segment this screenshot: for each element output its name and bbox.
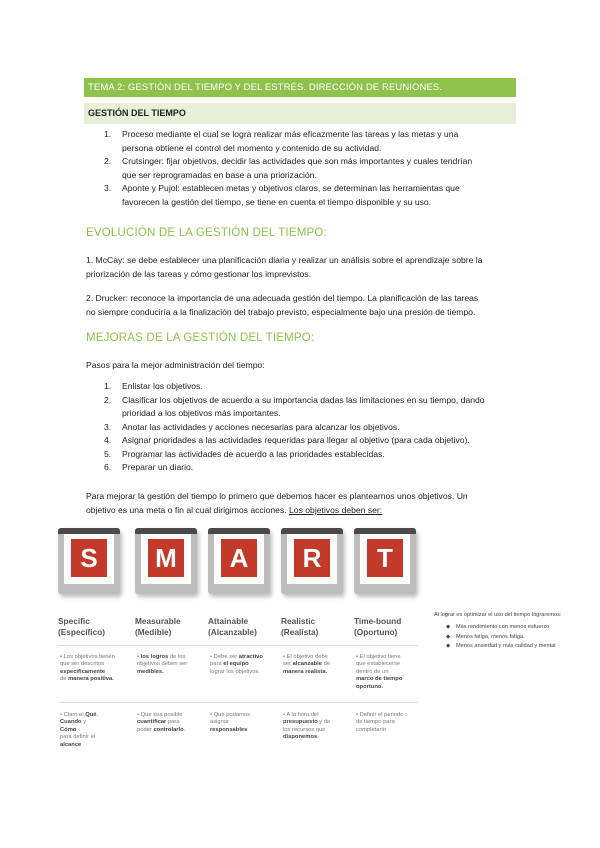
list-item-text: favorecen la gestión del tiempo, se tiene en cuenta el tiempo disponible y su uso. — [122, 196, 432, 207]
smart-letter: M — [148, 539, 184, 577]
side-note-item-text: Menos ansiedad y más calidad y mental — [456, 643, 556, 649]
smart-heading-es: (Específico) — [58, 627, 106, 637]
list-number: 2. — [104, 156, 112, 166]
list-item — [104, 448, 485, 462]
text-run: A la hora del — [286, 712, 319, 718]
smart-description — [210, 712, 274, 734]
text-run: de — [60, 676, 69, 683]
smart-heading-en: Attainable — [208, 616, 249, 626]
smart-heading-en: Time-bound — [354, 616, 402, 626]
text-run: . — [183, 726, 186, 733]
smart-description-line — [210, 669, 274, 676]
list-number: 1. — [104, 129, 112, 139]
smart-description-line: • los logros de los — [137, 654, 186, 660]
smart-description-line: • Que sea posible — [137, 712, 183, 718]
text-run: medibles. — [137, 668, 164, 675]
list-item-text: Proceso mediante el cual se logra realizar más eficazmente las tareas y las metas y una — [122, 129, 459, 139]
list-item — [104, 434, 485, 448]
text-run: Debe ser — [213, 654, 239, 660]
list-item-text: Preparar un diario. — [122, 462, 194, 472]
smart-description-line — [60, 661, 124, 668]
list-number: 6. — [104, 462, 112, 472]
text-run: los recursos que — [283, 726, 326, 733]
text-line: Para mejorar la gestión del tiempo lo primero que debemos hacer es plantearnos unos objetivos. Un — [86, 491, 468, 501]
smart-description-line — [283, 727, 347, 734]
list-item-text: persona obtiene el control del momento y contenido de su actividad. — [122, 142, 382, 153]
list-item-text: Crutsinger: fijar objetivos, decidir las actividades que son más importantes y cuales tendrían — [122, 156, 473, 166]
side-note — [434, 611, 600, 652]
bullet-icon: ◆ — [446, 633, 451, 640]
smart-description-line — [60, 727, 124, 734]
smart-card-t — [354, 528, 416, 594]
text-run: Los objetivos tienen — [63, 654, 115, 660]
side-note-list — [446, 623, 600, 652]
text-run: manera positiva. — [68, 676, 114, 683]
list-item-text: que ser reprogramadas en base a una priorización. — [122, 169, 317, 180]
smart-description — [283, 712, 347, 742]
text-run: Claro el — [63, 712, 86, 718]
smart-heading-es: (Realista) — [281, 627, 319, 637]
evolution-heading: EVOLUCIÓN DE LA GESTIÓN DEL TIEMPO: — [86, 227, 327, 239]
smart-heading — [281, 616, 351, 638]
text-run: responsables — [210, 726, 248, 733]
list-item — [104, 182, 472, 209]
underlined-text: Los objetivos deben ser: — [289, 505, 383, 515]
text-run: Cuando — [60, 719, 82, 726]
smart-description-line: • El objetivo tiene — [356, 654, 401, 660]
smart-description-line: • Debe ser atractivo — [210, 654, 263, 660]
text-run: Cómo — [60, 726, 77, 733]
smart-heading-en: Specific — [58, 616, 90, 626]
text-run: controlarlo — [153, 726, 184, 733]
divider — [58, 645, 418, 646]
smart-card-s — [58, 528, 120, 594]
text-run: alcance — [60, 741, 82, 748]
smart-description-line — [60, 742, 124, 749]
smart-description-line — [356, 669, 420, 676]
text-run: oportuno. — [356, 683, 384, 690]
smart-heading-es: (Oportuno) — [354, 627, 398, 637]
text-run: los logros — [140, 654, 169, 660]
bullet-icon: ◆ — [446, 643, 451, 649]
text-run: específicamente — [60, 668, 106, 675]
smart-description-line — [356, 676, 420, 683]
bullet-icon: ◆ — [446, 624, 451, 630]
smart-description-line — [60, 676, 124, 683]
smart-heading-en: Measurable — [135, 616, 181, 626]
list-item-text: Asignar prioridades a las actividades requeridas para llegar al objetivo (para cada objetivo). — [122, 435, 470, 445]
list-item — [104, 421, 485, 435]
text-line — [86, 503, 514, 517]
text-run: que ser descritos — [60, 661, 105, 668]
smart-description-line: • Definir el periodo — [356, 712, 404, 718]
text-run: asignar — [210, 719, 230, 726]
evolution-paragraph-2 — [86, 291, 514, 319]
text-run: que establecerse — [356, 661, 401, 668]
smart-description-line — [137, 661, 201, 668]
text-run: poder — [137, 726, 154, 733]
evolution-paragraph-1 — [86, 253, 514, 281]
smart-card-a — [208, 528, 270, 594]
text-run: Definir el periodo — [359, 712, 404, 718]
text-run: dentro de un — [356, 668, 389, 675]
smart-description-line — [210, 661, 274, 668]
text-run: Que podamos — [213, 712, 251, 718]
smart-heading — [354, 616, 424, 638]
text-run: de — [322, 661, 331, 668]
text-line: 2. Drucker: reconoce la importancia de una adecuada gestión del tiempo. La planificación de las tareas — [86, 293, 479, 303]
smart-description-line: • Claro el Qué, — [60, 712, 99, 718]
side-note-item-text: Menos fatiga, menos fatiga. — [456, 633, 525, 640]
list-number: 3. — [104, 421, 112, 432]
smart-description-line — [210, 719, 274, 726]
list-item-text: prioridad a los objetivos más importantes. — [122, 408, 281, 418]
text-run: de tiempo para — [356, 719, 395, 726]
side-note-item — [446, 642, 600, 652]
smart-description — [356, 654, 420, 691]
smart-card-r — [281, 528, 343, 594]
text-run: presupuesto — [283, 719, 318, 726]
text-run: y — [81, 719, 87, 726]
objectives-paragraph — [86, 489, 514, 517]
smart-graphic — [58, 528, 418, 758]
smart-description-line — [283, 669, 347, 676]
side-note-title: Al lograr es optimizar el uso del tiempo lograremos: — [434, 612, 562, 618]
text-run: ser — [283, 661, 293, 668]
smart-letter: T — [367, 539, 403, 577]
smart-description — [60, 712, 124, 749]
text-run: lograr los objetivos. — [210, 668, 260, 675]
text-run: de los — [168, 654, 186, 660]
text-run: objetivos deben ser — [137, 661, 188, 668]
list-number: 2. — [104, 394, 112, 405]
list-item-text: Programar las actividades de acuerdo a las prioridades establecidas. — [122, 448, 385, 459]
text-run: El objetivo debe — [286, 654, 328, 660]
smart-description-line — [137, 727, 201, 734]
divider — [58, 702, 418, 703]
text-line: no siempre conduciría a la finalización del trabajo previsto, especialmente bajo una presión de tiempo. — [86, 307, 476, 317]
list-item-text: Anotar las actividades y acciones necesarias para alcanzar los objetivos. — [122, 421, 400, 432]
text-line: 1. McCay: se debe establecer una planificación diaria y realizar un análisis sobre el aprendizaje sobre la — [86, 255, 483, 265]
smart-letter: S — [71, 539, 107, 577]
document-title-bar — [84, 78, 516, 97]
list-item — [104, 155, 472, 182]
smart-heading-es: (Alcanzable) — [208, 627, 257, 637]
list-number: 5. — [104, 448, 112, 459]
smart-description-line — [60, 669, 124, 676]
smart-heading-es: (Medible) — [135, 627, 172, 637]
smart-description-line — [60, 734, 124, 741]
list-item — [104, 128, 472, 155]
list-number: 1. — [104, 381, 112, 391]
smart-letter: A — [221, 539, 257, 577]
smart-description-line: • Los objetivos tienen — [60, 654, 115, 660]
section-heading-bar — [84, 103, 516, 124]
text-run: para — [166, 719, 180, 726]
steps-intro: Pasos para la mejor administración del tiempo: — [86, 360, 265, 370]
text-run: cuantificar — [137, 719, 167, 726]
smart-heading — [135, 616, 205, 638]
text-run: El objetivo tiene — [359, 654, 401, 660]
smart-description — [356, 712, 420, 734]
smart-letter: R — [294, 539, 330, 577]
smart-description — [283, 654, 347, 676]
smart-description-line — [283, 661, 347, 668]
definitions-list — [104, 128, 472, 209]
smart-description-line — [356, 719, 420, 726]
smart-description-line: • El objetivo debe — [283, 654, 328, 660]
text-run: Que sea posible — [140, 712, 183, 718]
list-item-text: Aponte y Pujol: establecen metas y objetivos claros, se determinan las herramientas que — [122, 183, 460, 193]
smart-heading-en: Realistic — [281, 616, 316, 626]
smart-description-line — [356, 727, 420, 734]
steps-list — [104, 380, 485, 475]
text-run: marco de tiempo — [356, 676, 403, 683]
side-note-item-text: Más rendimiento con menos esfuerzo — [456, 624, 550, 630]
section-heading: GESTIÓN DEL TIEMPO — [88, 108, 186, 118]
text-run: , — [96, 712, 99, 718]
smart-description — [60, 654, 124, 684]
list-item-text: Enlistar los objetivos. — [122, 381, 203, 391]
text-run: y de — [317, 719, 331, 726]
smart-heading — [208, 616, 278, 638]
list-number: 3. — [104, 183, 112, 193]
list-item-text: Clasificar los objetivos de acuerdo a su importancia dadas las limitaciones en su tiempo, dando — [122, 394, 485, 405]
smart-description-line — [210, 727, 274, 734]
smart-card-m — [135, 528, 197, 594]
text-line: priorización de las tareas y cómo gestionar los imprevistos. — [86, 269, 311, 279]
smart-description-line — [356, 684, 420, 691]
smart-description — [210, 654, 274, 676]
text-run: Qué — [85, 712, 97, 718]
smart-description — [137, 654, 201, 676]
smart-description-line — [283, 719, 347, 726]
text-run: alcanzable — [292, 661, 322, 668]
smart-description-line — [356, 661, 420, 668]
smart-description-line — [137, 669, 201, 676]
list-item — [104, 461, 485, 475]
text-run: disponemos — [283, 734, 318, 741]
smart-description-line — [283, 734, 347, 741]
text-run: objetivo es una meta o fin al cual dirigimos acciones. — [86, 505, 290, 515]
list-item — [104, 380, 485, 394]
text-run: para definir el — [60, 734, 96, 741]
text-run: . — [317, 734, 319, 741]
smart-description-line: • Que podamos — [210, 712, 251, 718]
text-run: para — [210, 661, 224, 668]
side-note-item — [446, 623, 600, 633]
list-number: 4. — [104, 435, 112, 445]
side-note-item — [446, 633, 600, 643]
smart-heading — [58, 616, 128, 638]
text-run: manera realista. — [283, 668, 328, 675]
text-run: atractivo — [238, 654, 263, 660]
document-title: TEMA 2: GESTIÓN DEL TIEMPO Y DEL ESTRÉS. DIRECCIÓN DE REUNIONES. — [88, 82, 443, 93]
smart-description — [137, 712, 201, 734]
smart-description-line: • A la hora del — [283, 712, 319, 718]
smart-description-line — [60, 719, 124, 726]
improvements-heading: MEJORAS DE LA GESTIÓN DEL TIEMPO: — [86, 332, 315, 344]
text-run: completarlo — [356, 726, 386, 733]
smart-description-line — [137, 719, 201, 726]
text-run: el equipo — [223, 661, 249, 668]
list-item — [104, 394, 485, 421]
